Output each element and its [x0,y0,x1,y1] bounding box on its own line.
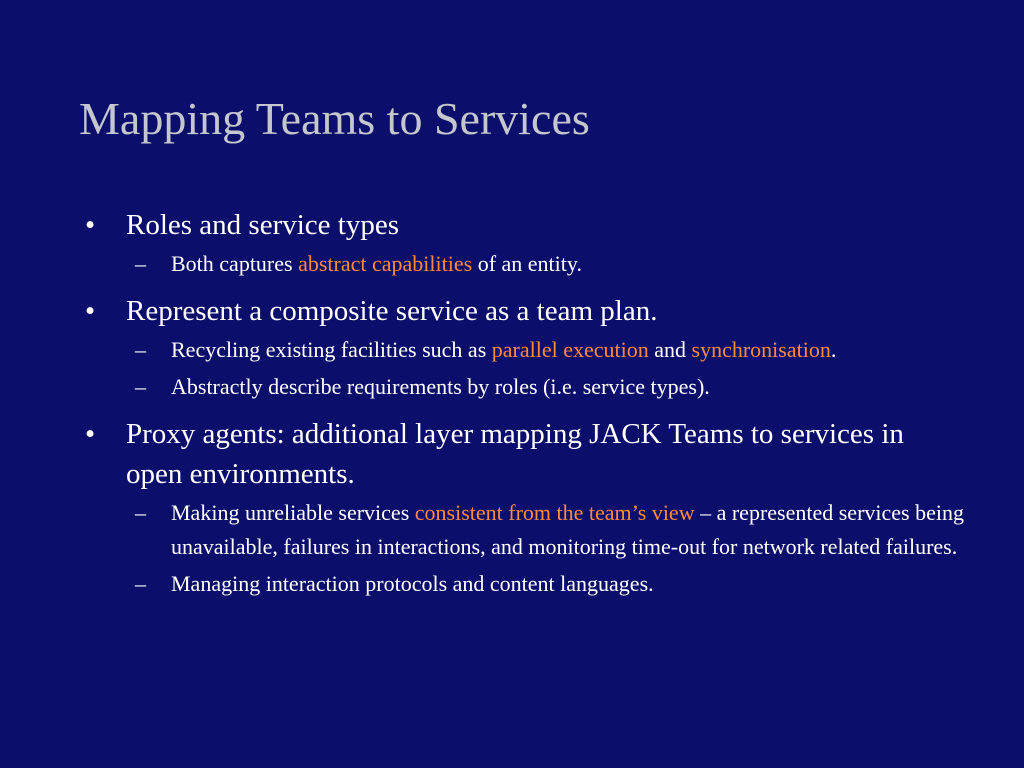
bullet-text: Proxy agents: additional layer mapping JACK Teams to services in open environments. [126,418,904,490]
slide-body [85,205,965,601]
dash-marker: – [135,251,146,276]
highlight-text: parallel execution [491,337,649,362]
dash-marker: – [135,500,146,525]
bullet-marker: • [85,209,96,241]
bullet-proxy-agents [85,414,965,494]
sub-text: and [648,337,692,362]
highlight-text: synchronisation [691,337,831,362]
sub-bullet-abstract-requirements [85,370,965,404]
sub-text: . [830,337,837,362]
dash-marker: – [135,337,146,362]
sub-bullet-protocols [85,567,965,601]
highlight-text: abstract capabilities [298,251,473,276]
sub-bullet-abstract-capabilities [85,247,965,281]
dash-marker: – [135,374,146,399]
sub-text: Managing interaction protocols and content languages. [171,571,654,596]
bullet-composite-service [85,291,965,331]
sub-text: Recycling existing facilities such as [171,337,492,362]
sub-bullet-unreliable-services [85,496,965,564]
bullet-marker: • [85,418,96,450]
bullet-roles [85,205,965,245]
sub-text: Abstractly describe requirements by roles (i.e. service types). [171,374,710,399]
bullet-text: Represent a composite service as a team plan. [126,295,658,327]
sub-text: of an entity. [472,251,582,276]
sub-bullet-recycling [85,333,965,367]
slide-title: Mapping Teams to Services [79,93,590,144]
bullet-text: Roles and service types [126,209,400,241]
sub-text: – a represented services being unavailable, failures in interactions, and monitoring time-out for network related failures. [171,500,964,559]
sub-text: Both captures [171,251,299,276]
sub-text: Making unreliable services [171,500,415,525]
bullet-marker: • [85,295,96,327]
highlight-text: consistent from the team’s view [414,500,695,525]
dash-marker: – [135,571,146,596]
